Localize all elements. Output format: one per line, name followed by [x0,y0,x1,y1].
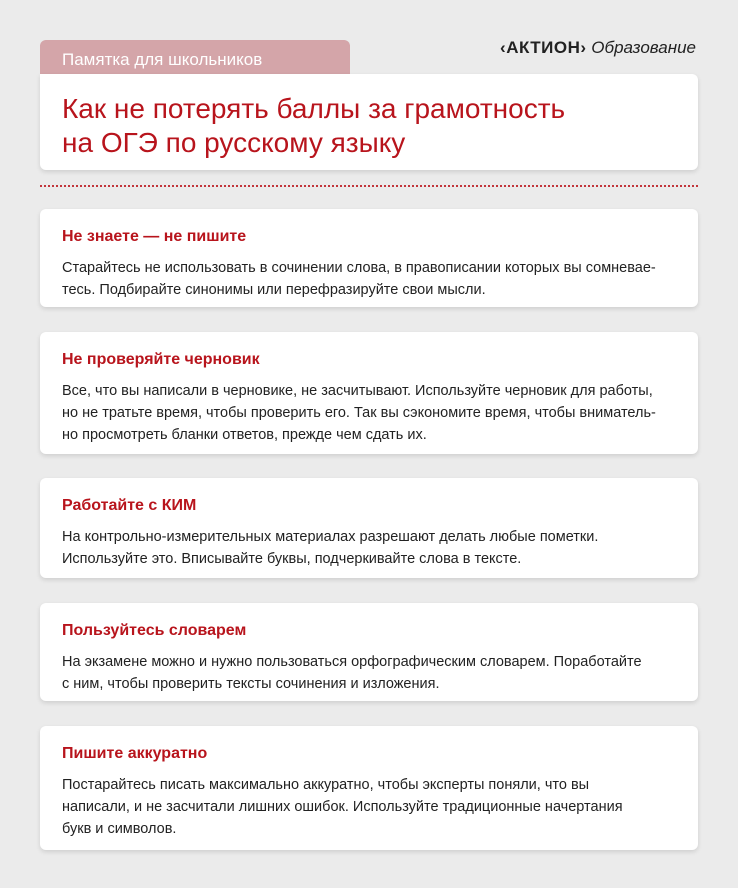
tip-heading: Пользуйтесь словарем [62,622,247,639]
tip-heading: Пишите аккуратно [62,745,208,762]
tip-text [62,651,676,695]
tip-text-line: Постарайтесь писать максимально аккуратно, чтобы эксперты поняли, что вы [62,777,590,793]
tip-text-line: с ним, чтобы проверить тексты сочинения и изложения. [62,676,440,692]
tip-text-line: На контрольно-измерительных материалах разрешают делать любые пометки. [62,529,599,545]
tip-text [62,774,676,840]
memo-tag-label: Памятка для школьников [62,50,263,69]
title-card [40,74,698,170]
tip-heading: Не знаете — не пишите [62,228,247,245]
page-title-line-2: на ОГЭ по русскому языку [62,127,406,158]
brand-name: ‹АКТИОН› [500,38,587,57]
tip-text-line: но не тратьте время, чтобы проверить его. Так вы сэкономите время, чтобы вниматель- [62,405,656,421]
tip-text-line: букв и символов. [62,821,177,837]
page-title-line-1: Как не потерять баллы за грамотность [62,93,566,124]
tip-text [62,526,676,570]
brand-suffix: Образование [591,38,696,57]
tip-text-line: Все, что вы написали в черновике, не засчитывают. Используйте черновик для работы, [62,383,653,399]
tip-text-line: На экзамене можно и нужно пользоваться орфографическим словарем. Поработайте [62,654,642,670]
page-title [62,92,682,160]
dotted-divider [40,185,698,187]
tip-text-line: написали, и не засчитали лишних ошибок. Используйте традиционные начертания [62,799,623,815]
brand-logo [500,38,696,58]
tip-text-line: Используйте это. Вписывайте буквы, подчеркивайте слова в тексте. [62,551,522,567]
tip-text-line: Старайтесь не использовать в сочинении слова, в правописании которых вы сомневае- [62,260,656,276]
tip-card-kim [40,478,698,578]
tip-heading: Работайте с КИМ [62,497,197,514]
tip-heading: Не проверяйте черновик [62,351,260,368]
tip-text [62,380,676,446]
tip-text [62,257,676,301]
tip-card-dictionary [40,603,698,701]
tip-card-neatly [40,726,698,850]
tip-text-line: но просмотреть бланки ответов, прежде чем сдать их. [62,427,427,443]
tip-text-line: тесь. Подбирайте синонимы или перефразируйте свои мысли. [62,282,486,298]
tip-card-draft [40,332,698,454]
tip-card-dont-know [40,209,698,307]
